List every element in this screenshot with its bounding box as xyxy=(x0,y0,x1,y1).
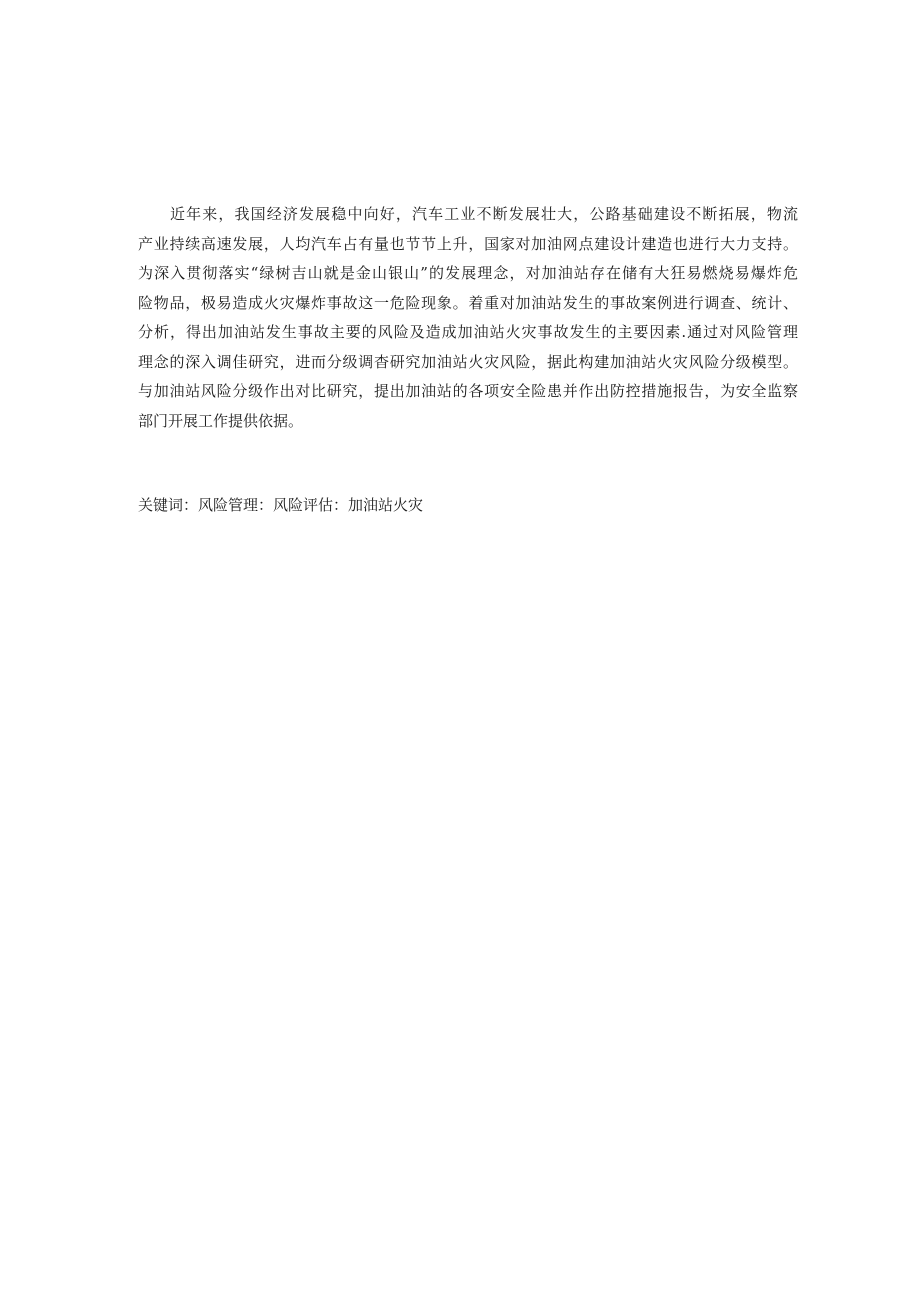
abstract-paragraph xyxy=(138,200,798,436)
abstract-line: 部门开展工作提供依据。 xyxy=(138,411,304,430)
abstract-line: 近年来，我国经济发展稳中向好，汽车工业不断发展壮大，公路基础建设不断拓展，物流 xyxy=(170,205,798,223)
abstract-line: 产业持续高速发展，人均汽车占有量也节节上升，国家对加油网点建设计建造也进行大力支持。 xyxy=(138,234,798,253)
abstract-line: 为深入贯彻落实“绿树吉山就是金山银山”的发展理念，对加油站存在储有大狂易燃烧易爆炸危 xyxy=(138,264,798,282)
keywords-line: 关键词：风险管理：风险评估：加油站火灾 xyxy=(138,496,424,514)
abstract-line: 与加油站风险分级作出对比研究，提出加油站的各项安全险患并作出防控措施报告，为安全监察 xyxy=(138,382,798,400)
abstract-line: 理念的深入调佳研究，进而分级调杳研究加油站火灾风险，据此构建加油站火灾风险分级模型。 xyxy=(138,352,798,371)
abstract-line: 险物品，极易造成火灾爆炸事故这一危险现象。着重对加油站发生的事故案例进行调查、统计、 xyxy=(138,293,798,312)
abstract-line: 分析，得出加油站发生事故主要的风险及造成加油站火灾事故发生的主要因素.通过对风险管理 xyxy=(138,323,798,341)
